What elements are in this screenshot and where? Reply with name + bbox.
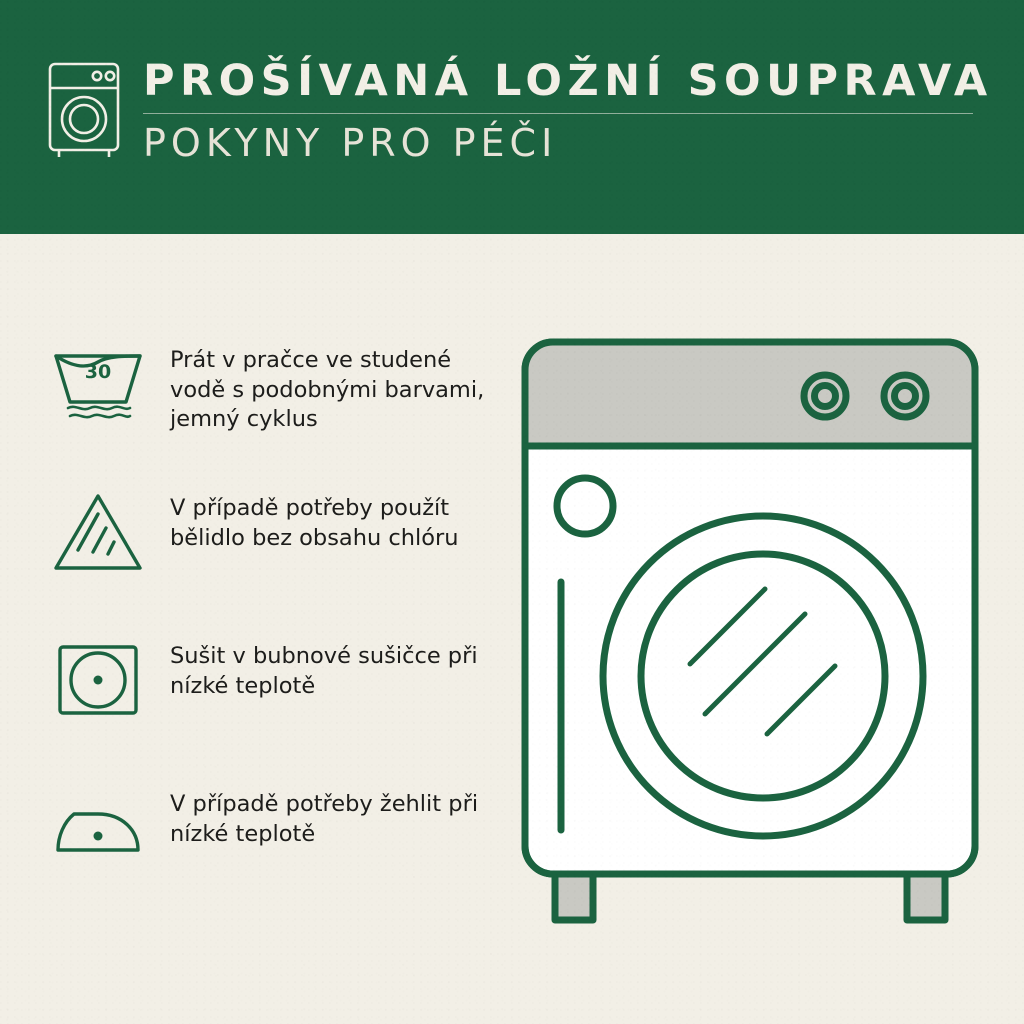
svg-text:30: 30	[84, 361, 112, 383]
title-divider	[143, 113, 973, 114]
list-item-label: V případě potřeby žehlit při nízké teplotě	[170, 791, 479, 847]
page-title: PROŠÍVANÁ LOŽNÍ SOUPRAVA	[143, 56, 993, 106]
page-subtitle: POKYNY PRO PÉČI	[143, 121, 558, 166]
header-banner	[0, 0, 1024, 234]
care-instructions-list	[48, 334, 518, 926]
list-item	[48, 334, 518, 482]
list-item	[48, 778, 518, 926]
non-chlorine-bleach-triangle-icon	[48, 482, 148, 582]
iron-low-heat-icon	[48, 778, 148, 878]
list-item	[48, 630, 518, 778]
list-item-label: Sušit v bubnové sušičce při nízké teplotě	[170, 643, 478, 699]
content-area	[0, 234, 1024, 1024]
list-item-label: V případě potřeby použít bělidlo bez obsahu chlóru	[170, 495, 459, 551]
front-load-washing-machine-illustration	[505, 334, 995, 954]
wash-tub-30-icon	[48, 334, 148, 434]
header-text-block	[143, 58, 993, 164]
list-item-label: Prát v pračce ve studené vodě s podobnými barvami, jemný cyklus	[170, 347, 485, 433]
header-content	[45, 58, 993, 164]
tumble-dry-low-icon	[48, 630, 148, 730]
list-item	[48, 482, 518, 630]
washing-machine-icon	[45, 58, 123, 162]
